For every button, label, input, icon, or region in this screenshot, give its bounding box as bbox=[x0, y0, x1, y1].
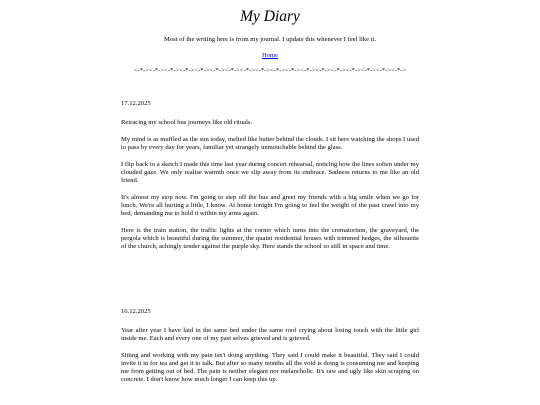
decorative-divider: <-*-><-*-><-*-><-*-><-*-><-*-><-*-><-*-><-*-><-*-><-*-><-*-><-*-><-*-><-*-><-*-><-*-><-*-> bbox=[133, 67, 407, 74]
entry-date: 16.12.2025 bbox=[121, 308, 151, 315]
home-link[interactable]: Home bbox=[261, 52, 279, 59]
home-link-container bbox=[0, 52, 540, 60]
entry-paragraph: Year after year I have laid in the same bed under the same roof crying about losing touch with the little girl inside me. Each and every one of my past selves grieved and is grieved. bbox=[121, 327, 419, 342]
diary-entry bbox=[121, 100, 419, 251]
diary-entries bbox=[121, 100, 419, 393]
entry-paragraph: I flip back to a sketch I made this time last year during concert rehearsal, noticing how the lines soften under my clouded gaze. We only realise warmth once we slip away from its embrace. Sadness returns to me like an old friend. bbox=[121, 161, 419, 184]
page-subtitle: Most of the writing here is from my journal. I update this whenever I feel like it. bbox=[163, 36, 377, 43]
diary-entry bbox=[121, 308, 419, 384]
entry-date: 17.12.2025 bbox=[121, 100, 151, 107]
entry-paragraph: Here is the train station, the traffic lights at the corner which turns into the crematorium, the graveyard, the pergola which is beautiful during the summer, the quaint residential houses with trimmed hedges, the silhouette of the church, achingly tender against the purple sky. Here stands the school so still in space and time. bbox=[121, 227, 419, 250]
entry-spacer bbox=[121, 260, 419, 308]
entry-paragraph: Retracing my school bus journeys like old rituals. bbox=[121, 119, 253, 126]
entry-paragraph: It's almost my stop now. I'm going to step off the bus and greet my friends with a big smile when we go for lunch. We're all hurting a little, I know. At home tonight I'm going to feel the weight of the past crawl into my bed, demanding me to hold it within my arms again. bbox=[121, 194, 419, 217]
entry-paragraph: Sitting and working with my pain isn't doing anything. They said I could make it beautiful. They said I could invite it in for tea and get it to talk. But after so many months all the void is doing is consuming me and keeping me from getting out of bed. The pain is neither elegant nor melancholic. It's raw and ugly like skin scraping on concrete. I don't know how much longer I can keep this up. bbox=[121, 352, 419, 383]
entry-paragraph: My mind is as muffled as the sun today, melted like butter behind the clouds. I sit here watching the shops I used to pass by every day for years, familiar yet strangely unmouchable behind the glass. bbox=[121, 136, 419, 151]
page-title: My Diary bbox=[240, 8, 300, 25]
